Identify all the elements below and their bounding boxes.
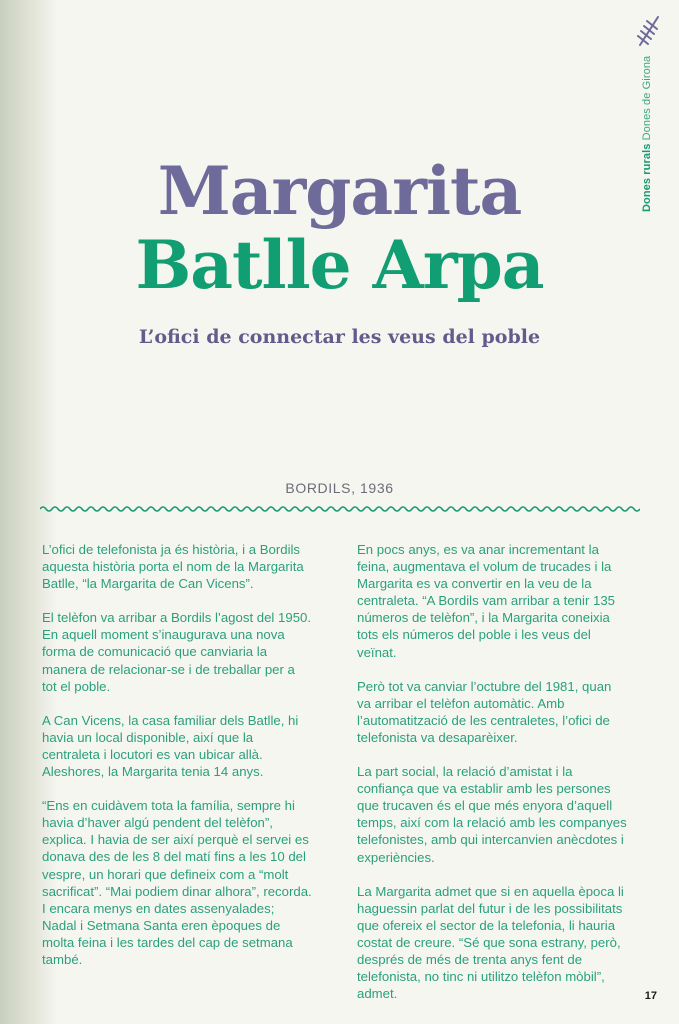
series-name: Dones rurals: [641, 143, 653, 212]
title-first-name: Margarita: [157, 152, 522, 230]
wavy-divider: [40, 504, 640, 514]
paragraph: En pocs anys, es va anar incrementant la feina, augmentava el volum de trucades i la Margarita es va convertir en la veu de la centraleta. “A Bordils vam arribar a tenir 135 números de telèfon”, i la Margarita coneixia tots els números del poble i les veus del veïnat.: [357, 542, 616, 660]
place-year-label: BORDILS, 1936: [285, 480, 394, 496]
paragraph: La Margarita admet que si en aquella època li haguessin parlat del futur i de les possibilitats que ofereix el sector de la telefonia, li hauria costat de creure. “Sé que sona estrany, però, després de més de trenta anys fent de telefonista, no tinc ni utilitzo telèfon mòbil”, admet.: [357, 883, 624, 1002]
series-region: Dones de Girona: [641, 55, 653, 141]
leaf-sprig-icon: [637, 14, 661, 48]
paragraph: Però tot va canviar l’octubre del 1981, quan va arribar el telèfon automàtic. Amb l’automatització de les centraletes, l’ofici de telefonista va desaparèixer.: [357, 678, 612, 745]
article-column-right: [357, 541, 627, 1019]
article-subtitle: L’ofici de connectar les veus del poble: [138, 326, 541, 348]
page-number: 17: [644, 990, 657, 1002]
paragraph: L’ofici de telefonista ja és història, i a Bordils aquesta història porta el nom de la Margarita Batlle, “la Margarita de Can Vicens”.: [42, 542, 304, 592]
paragraph: La part social, la relació d’amistat i la confiança que va establir amb les persones que trucaven és el que més enyora d’aquell temps, així com la relació amb les companyes telefonistes, amb qui intercanvien anècdotes i experiències.: [357, 764, 627, 865]
paragraph: “Ens en cuidàvem tota la família, sempre hi havia d’haver algú pendent del telèfon”, explica. I havia de ser així perquè el servei es donava des de les 8 del matí fins a les 10 del vespre, un horari que defineix com a “molt sacrificat”. “Mai podiem dinar alhora”, recorda. I encara menys en dates assenyalades; Nadal i Setmana Santa eren èpoques de molta feina i les tardes del cap de setmana també.: [42, 798, 312, 967]
title-surnames: Batlle Arpa: [135, 226, 544, 304]
paragraph: A Can Vicens, la casa familiar dels Batlle, hi havia un local disponible, així que la centraleta i locutori es van ubicar allà. Aleshores, la Margarita tenia 14 anys.: [42, 712, 299, 780]
paragraph: El telèfon va arribar a Bordils l’agost del 1950. En aquell moment s’inaugurava una nova forma de comunicació que canviaria la manera de relacionar-se i de treballar per a tot el poble.: [42, 610, 312, 694]
article-column-left: [42, 541, 312, 985]
